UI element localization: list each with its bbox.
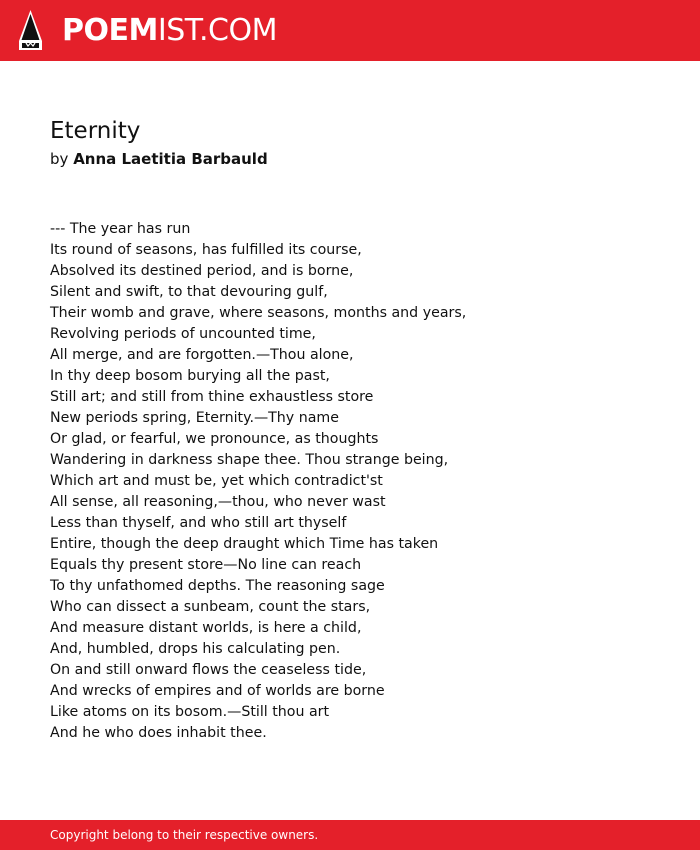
poem-line: Their womb and grave, where seasons, months and years,: [50, 305, 467, 321]
poem-line: New periods spring, Eternity.—Thy name: [50, 410, 339, 426]
copyright-text: Copyright belong to their respective owners.: [50, 828, 319, 842]
poem-line: In thy deep bosom burying all the past,: [50, 368, 330, 384]
poem-line: All merge, and are forgotten.—Thou alone,: [50, 347, 354, 363]
poem-line: To thy unfathomed depths. The reasoning sage: [50, 578, 385, 594]
poem-line: Absolved its destined period, and is borne,: [50, 263, 354, 279]
poem-line: On and still onward flows the ceaseless tide,: [50, 662, 367, 678]
poem-line: Entire, though the deep draught which Time has taken: [50, 536, 439, 552]
poem-line: Who can dissect a sunbeam, count the stars,: [50, 599, 371, 615]
poem-title: Eternity: [50, 118, 141, 144]
poem-byline: [50, 149, 268, 169]
poem-line: All sense, all reasoning,—thou, who never wast: [50, 494, 386, 510]
poem-author: Anna Laetitia Barbauld: [73, 150, 268, 168]
pencil-tip-icon[interactable]: [18, 9, 43, 51]
poem-line: Which art and must be, yet which contradict'st: [50, 473, 383, 489]
poem-line: Revolving periods of uncounted time,: [50, 326, 316, 342]
poem-line: And he who does inhabit thee.: [50, 725, 267, 741]
poem-line: --- The year has run: [50, 221, 191, 237]
poem-line: And, humbled, drops his calculating pen.: [50, 641, 341, 657]
site-logo-text[interactable]: [62, 14, 277, 48]
brand-bold: POEM: [62, 13, 158, 48]
poem-line: Or glad, or fearful, we pronounce, as thoughts: [50, 431, 379, 447]
poem-line: Its round of seasons, has fulfilled its course,: [50, 242, 362, 258]
poem-line: Wandering in darkness shape thee. Thou strange being,: [50, 452, 449, 468]
site-footer: [0, 820, 700, 850]
by-label: by: [50, 150, 69, 168]
poem-line: Silent and swift, to that devouring gulf,: [50, 284, 328, 300]
brand-light: IST.COM: [157, 13, 277, 48]
poem-line: Less than thyself, and who still art thyself: [50, 515, 347, 531]
poem-body: [50, 219, 650, 744]
poem-line: Equals thy present store—No line can reach: [50, 557, 362, 573]
poem-line: Like atoms on its bosom.—Still thou art: [50, 704, 330, 720]
poem-line: And wrecks of empires and of worlds are borne: [50, 683, 385, 699]
poem-line: Still art; and still from thine exhaustless store: [50, 389, 374, 405]
poem-line: And measure distant worlds, is here a child,: [50, 620, 362, 636]
site-header: [0, 0, 700, 61]
